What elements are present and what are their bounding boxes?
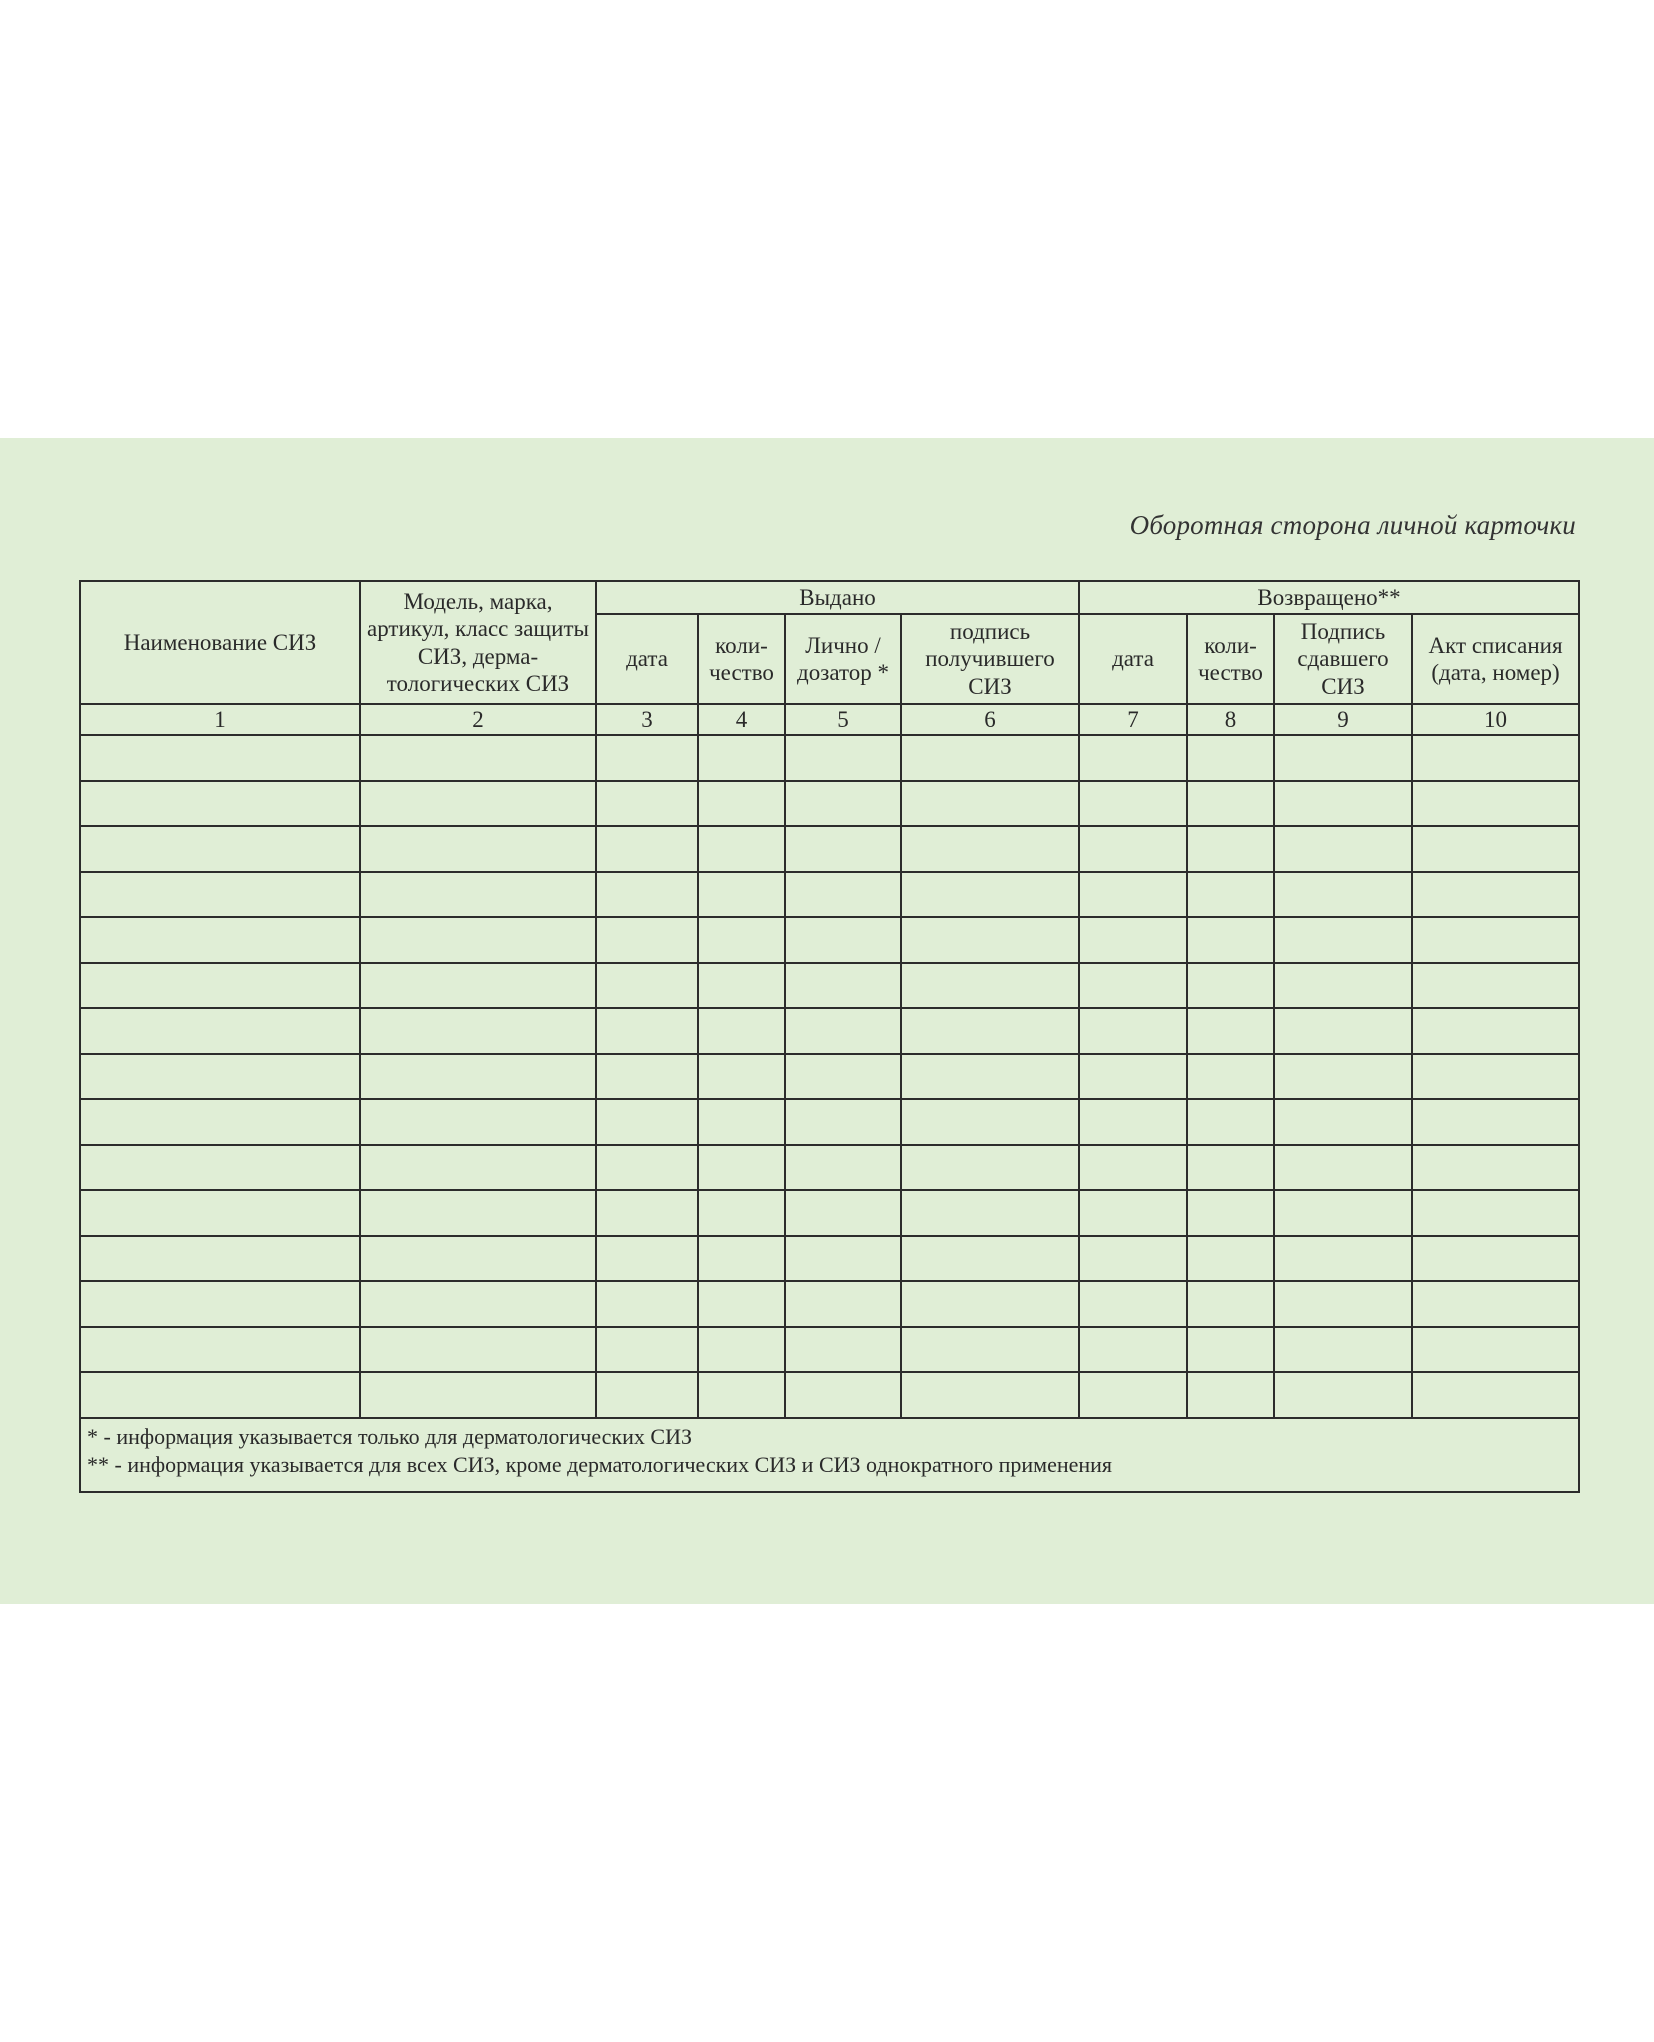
- column-number: 2: [360, 704, 596, 735]
- table-cell[interactable]: [80, 735, 360, 781]
- table-cell[interactable]: [698, 1236, 785, 1282]
- header-writeoff-act: Акт списания (дата, номер): [1412, 614, 1579, 704]
- header-ppe-model: Модель, марка, артикул, класс защиты СИЗ, дерма-тологических СИЗ: [360, 581, 596, 704]
- table-cell[interactable]: [1274, 1145, 1412, 1191]
- table-cell[interactable]: [80, 1145, 360, 1191]
- table-cell[interactable]: [1412, 872, 1579, 918]
- table-row: [80, 781, 1579, 827]
- table-cell[interactable]: [785, 1145, 901, 1191]
- table-cell[interactable]: [1187, 1099, 1274, 1145]
- table-cell[interactable]: [1274, 1190, 1412, 1236]
- footnotes: [80, 1418, 1579, 1492]
- table-cell[interactable]: [1412, 1190, 1579, 1236]
- table-cell[interactable]: [596, 1145, 698, 1191]
- table-cell[interactable]: [596, 826, 698, 872]
- table-cell[interactable]: [785, 917, 901, 963]
- table-cell[interactable]: [785, 1008, 901, 1054]
- table-cell[interactable]: [596, 1054, 698, 1100]
- table-cell[interactable]: [1274, 1236, 1412, 1282]
- table-cell[interactable]: [360, 781, 596, 827]
- table-row: [80, 1054, 1579, 1100]
- table-cell[interactable]: [901, 963, 1079, 1009]
- table-cell[interactable]: [360, 1281, 596, 1327]
- table-cell[interactable]: [360, 1008, 596, 1054]
- card-title: Оборотная сторона личной карточки: [1129, 510, 1576, 540]
- table-row: [80, 735, 1579, 781]
- table-row: [80, 826, 1579, 872]
- ppe-issue-table: [79, 580, 1580, 1493]
- table-cell[interactable]: [1274, 735, 1412, 781]
- table-cell[interactable]: [360, 917, 596, 963]
- table-cell[interactable]: [1412, 781, 1579, 827]
- column-number: 4: [698, 704, 785, 735]
- table-cell[interactable]: [698, 963, 785, 1009]
- table-cell[interactable]: [1274, 1054, 1412, 1100]
- table-cell[interactable]: [1412, 1099, 1579, 1145]
- table-cell[interactable]: [1079, 781, 1187, 827]
- personal-card-back: [0, 438, 1654, 1604]
- table-cell[interactable]: [698, 735, 785, 781]
- table-cell[interactable]: [596, 1327, 698, 1373]
- table-cell[interactable]: [901, 1327, 1079, 1373]
- table-cell[interactable]: [1079, 1190, 1187, 1236]
- table-cell[interactable]: [901, 735, 1079, 781]
- table-row: [80, 963, 1579, 1009]
- table-cell[interactable]: [1412, 963, 1579, 1009]
- table-cell[interactable]: [698, 917, 785, 963]
- table-cell[interactable]: [901, 781, 1079, 827]
- table-cell[interactable]: [80, 1372, 360, 1418]
- table-cell[interactable]: [596, 781, 698, 827]
- table-cell[interactable]: [1412, 1327, 1579, 1373]
- table-cell[interactable]: [1079, 963, 1187, 1009]
- header-issued-signature: подпись получившего СИЗ: [901, 614, 1079, 704]
- table-cell[interactable]: [785, 1099, 901, 1145]
- header-returned-date: дата: [1079, 614, 1187, 704]
- table-cell[interactable]: [901, 1372, 1079, 1418]
- table-cell[interactable]: [596, 1281, 698, 1327]
- table-row: [80, 1327, 1579, 1373]
- table-cell[interactable]: [80, 963, 360, 1009]
- table-cell[interactable]: [1079, 735, 1187, 781]
- table-cell[interactable]: [596, 872, 698, 918]
- table-cell[interactable]: [80, 1008, 360, 1054]
- table-cell[interactable]: [785, 1327, 901, 1373]
- table-cell[interactable]: [1079, 1099, 1187, 1145]
- table-cell[interactable]: [1079, 917, 1187, 963]
- table-cell[interactable]: [1274, 1008, 1412, 1054]
- table-cell[interactable]: [1274, 872, 1412, 918]
- table-cell[interactable]: [1187, 872, 1274, 918]
- table-cell[interactable]: [80, 917, 360, 963]
- footnote-single: * - информация указывается только для дерматологических СИЗ: [87, 1423, 692, 1449]
- table-cell[interactable]: [901, 1099, 1079, 1145]
- table-cell[interactable]: [1274, 963, 1412, 1009]
- table-cell[interactable]: [1079, 1008, 1187, 1054]
- table-cell[interactable]: [1079, 1372, 1187, 1418]
- table-cell[interactable]: [901, 1236, 1079, 1282]
- table-cell[interactable]: [1187, 1145, 1274, 1191]
- table-cell[interactable]: [1274, 1281, 1412, 1327]
- table-cell[interactable]: [785, 781, 901, 827]
- table-cell[interactable]: [360, 735, 596, 781]
- header-returned-signature: Подпись сдавшего СИЗ: [1274, 614, 1412, 704]
- table-cell[interactable]: [698, 1372, 785, 1418]
- table-cell[interactable]: [80, 781, 360, 827]
- table-cell[interactable]: [1187, 1281, 1274, 1327]
- table-cell[interactable]: [360, 1327, 596, 1373]
- table-cell[interactable]: [785, 1190, 901, 1236]
- table-cell[interactable]: [785, 1236, 901, 1282]
- table-row: [80, 1372, 1579, 1418]
- header-issued-date: дата: [596, 614, 698, 704]
- table-cell[interactable]: [1187, 1190, 1274, 1236]
- table-cell[interactable]: [360, 826, 596, 872]
- table-cell[interactable]: [1412, 1236, 1579, 1282]
- table-cell[interactable]: [698, 1190, 785, 1236]
- table-cell[interactable]: [785, 1372, 901, 1418]
- table-cell[interactable]: [360, 1190, 596, 1236]
- header-issued: Выдано: [596, 581, 1079, 614]
- table-cell[interactable]: [698, 826, 785, 872]
- table-cell[interactable]: [1187, 1327, 1274, 1373]
- table-cell[interactable]: [360, 963, 596, 1009]
- table-cell[interactable]: [1187, 963, 1274, 1009]
- header-ppe-name: Наименование СИЗ: [80, 581, 360, 704]
- table-cell[interactable]: [1079, 1327, 1187, 1373]
- table-cell[interactable]: [596, 735, 698, 781]
- table-cell[interactable]: [785, 1054, 901, 1100]
- table-cell[interactable]: [1079, 872, 1187, 918]
- table-cell[interactable]: [596, 917, 698, 963]
- table-row: [80, 917, 1579, 963]
- table-cell[interactable]: [698, 1008, 785, 1054]
- table-cell[interactable]: [1187, 1008, 1274, 1054]
- table-cell[interactable]: [1187, 917, 1274, 963]
- table-cell[interactable]: [1412, 1372, 1579, 1418]
- table-cell[interactable]: [1274, 781, 1412, 827]
- table-row: [80, 872, 1579, 918]
- table-cell[interactable]: [1187, 735, 1274, 781]
- column-number: 7: [1079, 704, 1187, 735]
- table-cell[interactable]: [1187, 1054, 1274, 1100]
- table-cell[interactable]: [1412, 735, 1579, 781]
- table-row: [80, 1145, 1579, 1191]
- table-cell[interactable]: [1412, 917, 1579, 963]
- table-cell[interactable]: [360, 1236, 596, 1282]
- column-number: 5: [785, 704, 901, 735]
- table-cell[interactable]: [1079, 1054, 1187, 1100]
- table-cell[interactable]: [698, 1099, 785, 1145]
- table-cell[interactable]: [1274, 826, 1412, 872]
- table-cell[interactable]: [901, 1190, 1079, 1236]
- column-number: 8: [1187, 704, 1274, 735]
- table-row: [80, 1236, 1579, 1282]
- table-cell[interactable]: [80, 1327, 360, 1373]
- table-cell[interactable]: [1187, 781, 1274, 827]
- table-cell[interactable]: [596, 1099, 698, 1145]
- column-number: 1: [80, 704, 360, 735]
- table-cell[interactable]: [785, 872, 901, 918]
- table-cell[interactable]: [1079, 826, 1187, 872]
- table-cell[interactable]: [80, 1236, 360, 1282]
- table-cell[interactable]: [698, 1145, 785, 1191]
- table-cell[interactable]: [901, 917, 1079, 963]
- table-cell[interactable]: [80, 872, 360, 918]
- table-cell[interactable]: [360, 1372, 596, 1418]
- column-number: 9: [1274, 704, 1412, 735]
- table-cell[interactable]: [1412, 1145, 1579, 1191]
- header-returned: Возвращено**: [1079, 581, 1579, 614]
- table-row: [80, 1008, 1579, 1054]
- table-cell[interactable]: [698, 1054, 785, 1100]
- header-returned-quantity: коли-чество: [1187, 614, 1274, 704]
- table-cell[interactable]: [596, 1372, 698, 1418]
- table-cell[interactable]: [698, 1281, 785, 1327]
- table-cell[interactable]: [901, 1054, 1079, 1100]
- table-cell[interactable]: [785, 826, 901, 872]
- table-row: [80, 1281, 1579, 1327]
- table-cell[interactable]: [80, 1281, 360, 1327]
- table-cell[interactable]: [360, 1145, 596, 1191]
- table-cell[interactable]: [698, 872, 785, 918]
- header-issued-personal-dispenser: Лично / дозатор *: [785, 614, 901, 704]
- table-cell[interactable]: [1187, 826, 1274, 872]
- table-cell[interactable]: [596, 1190, 698, 1236]
- column-number: 3: [596, 704, 698, 735]
- table-cell[interactable]: [1079, 1281, 1187, 1327]
- table-cell[interactable]: [1079, 1236, 1187, 1282]
- table-cell[interactable]: [698, 781, 785, 827]
- table-cell[interactable]: [901, 1281, 1079, 1327]
- table-cell[interactable]: [785, 1281, 901, 1327]
- table-cell[interactable]: [1274, 1372, 1412, 1418]
- table-cell[interactable]: [901, 1008, 1079, 1054]
- table-cell[interactable]: [360, 1099, 596, 1145]
- table-cell[interactable]: [901, 1145, 1079, 1191]
- column-numbers-row: [80, 704, 1579, 735]
- column-number: 6: [901, 704, 1079, 735]
- table-cell[interactable]: [80, 1099, 360, 1145]
- table-cell[interactable]: [785, 963, 901, 1009]
- footnote-double: ** - информация указывается для всех СИЗ, кроме дерматологических СИЗ и СИЗ однократного применения: [87, 1451, 1113, 1477]
- table-cell[interactable]: [596, 963, 698, 1009]
- table-cell[interactable]: [785, 735, 901, 781]
- table-cell[interactable]: [596, 1236, 698, 1282]
- table-cell[interactable]: [360, 872, 596, 918]
- table-cell[interactable]: [1187, 1236, 1274, 1282]
- table-row: [80, 1190, 1579, 1236]
- table-cell[interactable]: [596, 1008, 698, 1054]
- table-cell[interactable]: [901, 826, 1079, 872]
- table-body: [80, 735, 1579, 1418]
- table-cell[interactable]: [698, 1327, 785, 1373]
- table-row: [80, 1099, 1579, 1145]
- column-number: 10: [1412, 704, 1579, 735]
- table-cell[interactable]: [80, 826, 360, 872]
- table-cell[interactable]: [1274, 917, 1412, 963]
- table-cell[interactable]: [1274, 1099, 1412, 1145]
- table-cell[interactable]: [1412, 826, 1579, 872]
- header-issued-quantity: коли-чество: [698, 614, 785, 704]
- table-cell[interactable]: [1412, 1054, 1579, 1100]
- table-cell[interactable]: [1274, 1327, 1412, 1373]
- table-cell[interactable]: [901, 872, 1079, 918]
- table-cell[interactable]: [360, 1054, 596, 1100]
- table-cell[interactable]: [1412, 1281, 1579, 1327]
- table-cell[interactable]: [80, 1054, 360, 1100]
- table-cell[interactable]: [80, 1190, 360, 1236]
- table-cell[interactable]: [1187, 1372, 1274, 1418]
- table-cell[interactable]: [1079, 1145, 1187, 1191]
- table-cell[interactable]: [1412, 1008, 1579, 1054]
